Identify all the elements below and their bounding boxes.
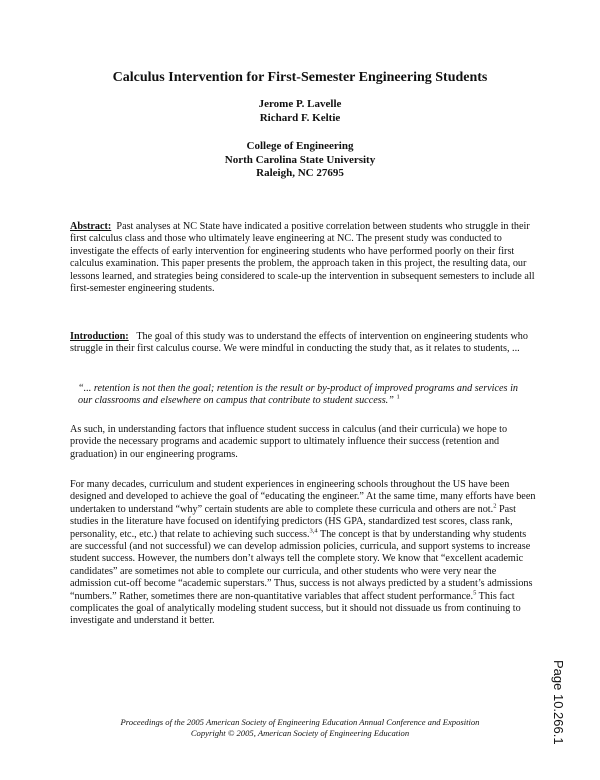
abstract-label: Abstract: (70, 221, 112, 232)
affiliation-line: Raleigh, NC 27695 (256, 167, 344, 179)
abstract-text: Past analyses at NC State have indicated a positive correlation between students who struggle in their first calculus class and those who ultimately leave engineering at NC. The present study was conducted to investigate the effects of early intervention for engineering students who have performed poorly on their first calculus examination. This paper presents the problem, the approach taken in this project, the resulting data, our lessons learned, and strategies being considered to scale-up the intervention in subsequent semesters to include all first-semester engineering students. (70, 221, 535, 295)
affiliation-line: North Carolina State University (224, 153, 376, 166)
paragraph-text: Past studies in the literature have focused on identifying predictors (HS GPA, standardized test scores, class rank, personality, etc., etc.) that relate to achieving such success. (70, 503, 516, 540)
citation-reference: 3,4 (309, 527, 318, 535)
affiliation-block (0, 140, 600, 181)
quote-reference: 1 (396, 394, 400, 402)
paragraph-text: This fact complicates the goal of analytically modeling student success, but it should not dissuade us from continuing to investigate and understand it better. (70, 590, 521, 627)
citation-reference: 2 (493, 502, 497, 510)
introduction-label: Introduction: (70, 331, 129, 342)
proceedings-footer (0, 717, 600, 739)
introduction-text: The goal of this study was to understand the effects of intervention on engineering students who struggle in their first calculus course. We were mindful in conducting the study that, as it relates to students, ... (70, 331, 528, 355)
introduction-paragraph (70, 331, 538, 356)
abstract-paragraph (70, 221, 538, 295)
author-block (0, 98, 600, 125)
affiliation-line: College of Engineering (246, 140, 354, 152)
paper-title: Calculus Intervention for First-Semester Engineering Students (112, 70, 488, 85)
block-quote (78, 383, 533, 408)
paragraph-text: For many decades, curriculum and student experiences in engineering schools throughout the US have been designed and developed to achieve the goal of “educating the engineer.” At the same time, many efforts have been undertaken to understand “why” certain students are able to complete these curricula and others are not. (70, 479, 536, 515)
footer-copyright-line: Copyright © 2005, American Society of Engineering Education (190, 728, 410, 738)
footer-proceedings-line: Proceedings of the 2005 American Society of Engineering Education Annual Conference and Exposition (120, 717, 480, 727)
body-paragraph-2: As such, in understanding factors that influence student success in calculus (and their curricula) we hope to provide the necessary programs and academic support to ultimately influence their success (retention and graduation) in our engineering programs. (70, 424, 508, 460)
body-paragraph-3 (70, 479, 538, 628)
paragraph-text: The concept is that by understanding why students are successful (and not successful) we can develop admission policies, curricula, and support systems to increase student success. However, the numbers don’t always tell the complete story. We know that “excellent academic candidates” are sometimes not able to complete our curricula, and other students who were very near the admission cut-off become “academic superstars.” Thus, success is not always predicted by a student’s admissions “numbers.” Rather, sometimes there are non-quantitative variables that affect student performance. (70, 528, 533, 602)
author-name: Jerome P. Lavelle (258, 98, 342, 110)
page-number-vertical: Page 10.266.1 (551, 660, 566, 745)
citation-reference: 5 (473, 589, 477, 597)
quote-text: “... retention is not then the goal; retention is the result or by-product of improved programs and services in our classrooms and elsewhere on campus that contribute to student success.” (78, 383, 518, 407)
author-name: Richard F. Keltie (259, 111, 341, 124)
